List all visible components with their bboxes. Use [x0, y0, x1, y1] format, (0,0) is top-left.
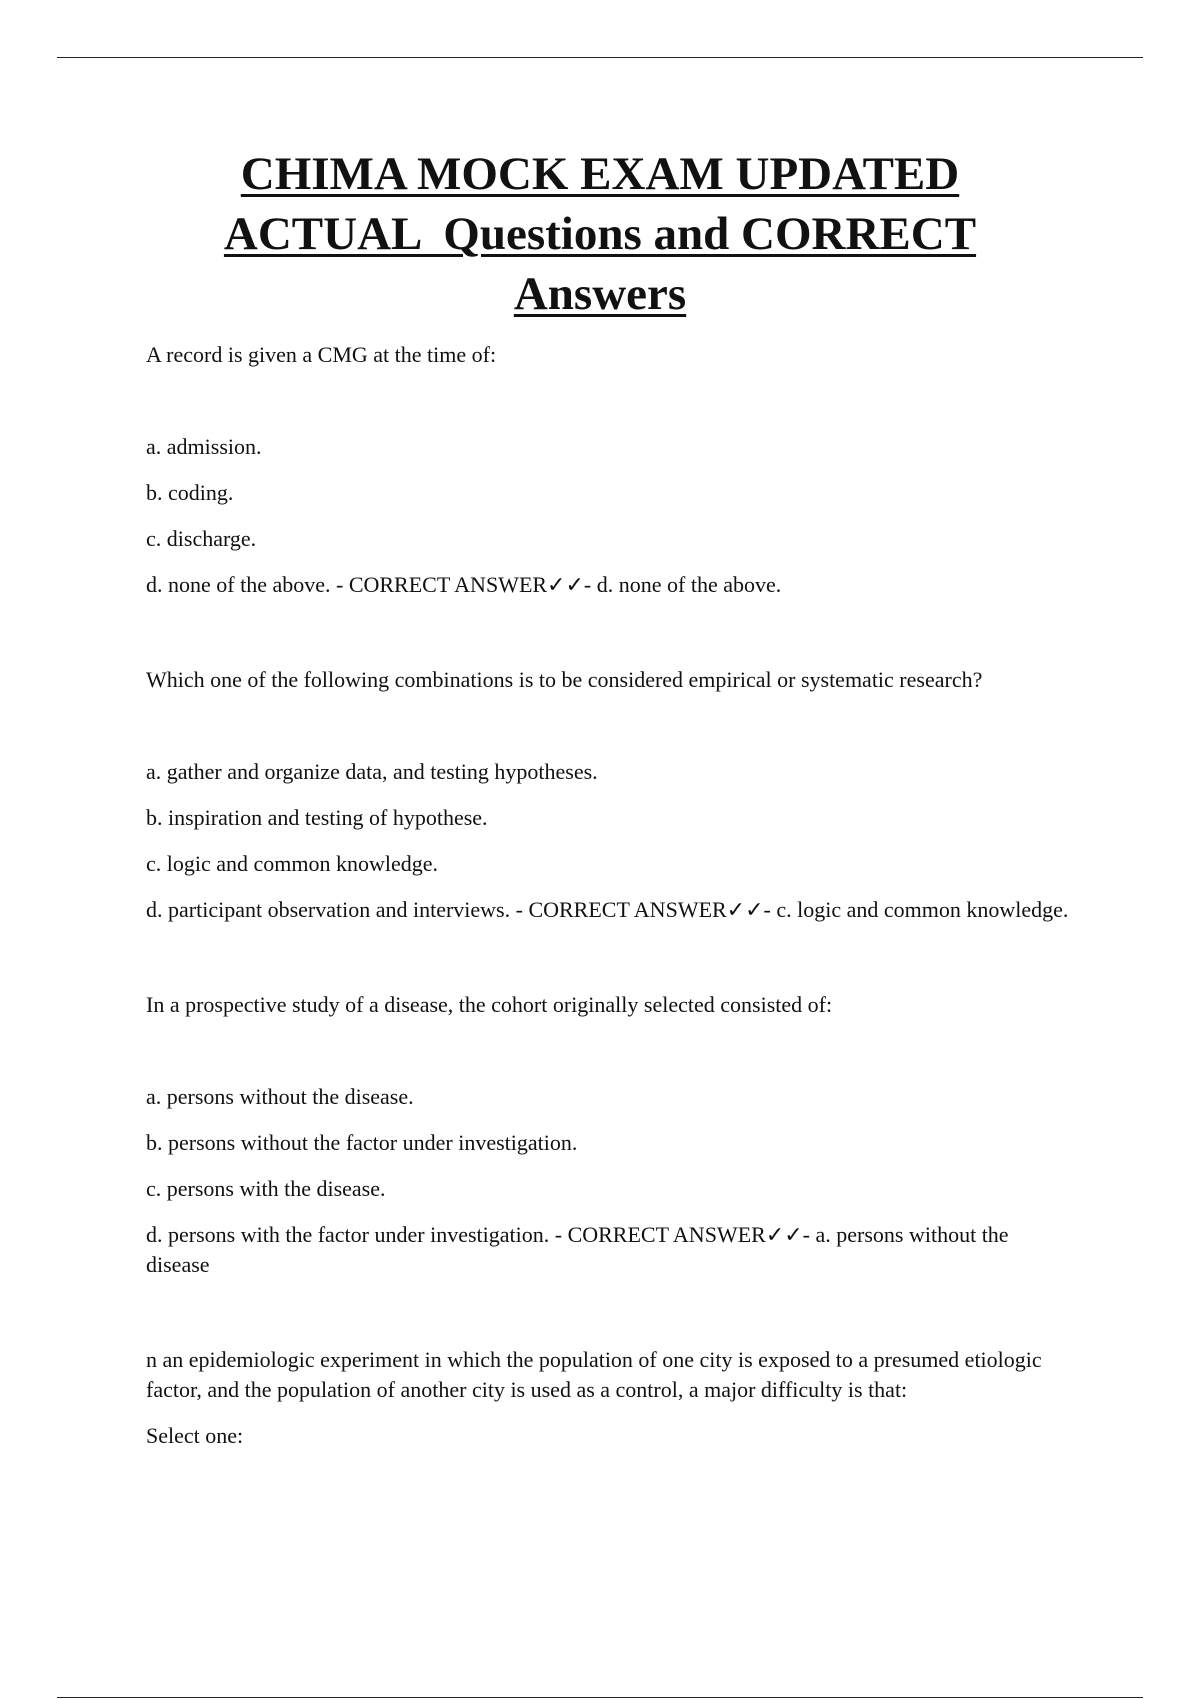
question-prompt: n an epidemiologic experiment in which the population of one city is exposed to a presumed etiologic factor, and the population of another city is used as a control, a major difficulty is that:: [146, 1347, 1042, 1402]
select-one-label: Select one:: [146, 1423, 244, 1448]
top-rule: [57, 57, 1143, 58]
option-b: b. coding.: [146, 480, 234, 505]
question-1: [146, 340, 1076, 600]
option-c: c. logic and common knowledge.: [146, 851, 439, 876]
option-a: a. gather and organize data, and testing hypotheses.: [146, 759, 598, 784]
bottom-rule: [57, 1697, 1143, 1698]
question-3: [146, 990, 1076, 1280]
question-4: [146, 1345, 1076, 1451]
option-d-with-answer: d. none of the above. - CORRECT ANSWER✓✓- d. none of the above.: [146, 572, 782, 597]
title-line-2: ACTUAL Questions and CORRECT: [223, 208, 977, 260]
question-prompt: Which one of the following combinations is to be considered empirical or systematic research?: [146, 667, 983, 692]
option-b: b. inspiration and testing of hypothese.: [146, 805, 488, 830]
question-list: [146, 340, 1076, 1451]
question-prompt: A record is given a CMG at the time of:: [146, 342, 497, 367]
title-line-1: CHIMA MOCK EXAM UPDATED: [240, 148, 960, 200]
option-a: a. admission.: [146, 434, 262, 459]
title-line-3: Answers: [513, 268, 687, 320]
question-2: [146, 665, 1076, 925]
option-c: c. persons with the disease.: [146, 1176, 386, 1201]
page-title: [0, 144, 1200, 324]
option-d-with-answer: d. persons with the factor under investigation. - CORRECT ANSWER✓✓- a. persons without the disease: [146, 1222, 1009, 1277]
option-c: c. discharge.: [146, 526, 257, 551]
question-prompt: In a prospective study of a disease, the cohort originally selected consisted of:: [146, 992, 833, 1017]
option-b: b. persons without the factor under investigation.: [146, 1130, 578, 1155]
option-d-with-answer: d. participant observation and interviews. - CORRECT ANSWER✓✓- c. logic and common knowledge.: [146, 897, 1069, 922]
option-a: a. persons without the disease.: [146, 1084, 414, 1109]
